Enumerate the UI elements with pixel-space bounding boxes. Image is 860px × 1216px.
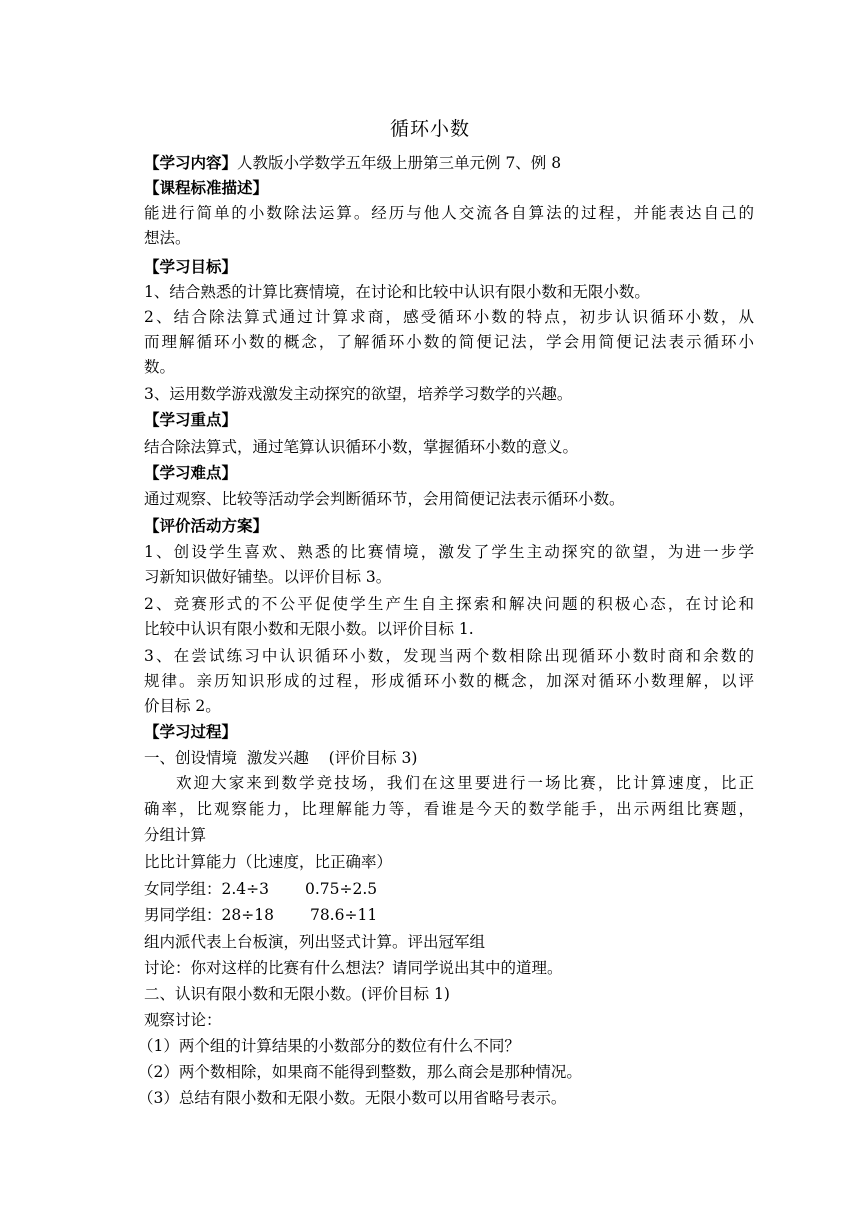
question-1: （1）两个组的计算结果的小数部分的数位有什么不同？ — [138, 1037, 520, 1055]
group-text: 组内派代表上台板演，列出竖式计算。评出冠军组 — [144, 933, 486, 951]
difficulty-text: 通过观察、比较等活动学会判断循环节，会用简便记法表示循环小数。 — [144, 490, 625, 508]
learning-content-text: 人教版小学数学五年级上册第三单元例 7、例 8 — [237, 154, 562, 172]
evaluation-2-line-2: 比较中认识有限小数和无限小数。以评价目标 1. — [144, 620, 474, 638]
curriculum-standard-text-2: 想法。 — [144, 229, 191, 247]
section-2-heading: 二、认识有限小数和无限小数。(评价目标 1) — [144, 985, 450, 1003]
goal-1: 1、结合熟悉的计算比赛情境，在讨论和比较中认识有限小数和无限小数。 — [144, 283, 650, 301]
evaluation-1-line-2: 习新知识做好铺垫。以评价目标 3。 — [144, 568, 392, 586]
goal-2-line-1: 2、结合除法算式通过计算求商，感受循环小数的特点，初步认识循环小数，从 — [144, 308, 754, 326]
intro-line-3: 分组计算 — [144, 826, 207, 844]
curriculum-standard-heading: 【课程标准描述】 — [144, 178, 269, 197]
learning-content-label: 【学习内容】 — [144, 153, 238, 172]
goal-2-line-3: 数。 — [144, 358, 176, 376]
girls-group-line — [144, 878, 754, 900]
boys-question-2: 78.6÷11 — [309, 906, 378, 924]
compare-text: 比比计算能力（比速度，比正确率） — [144, 853, 393, 871]
girls-question-2: 0.75÷2.5 — [305, 880, 378, 898]
evaluation-2-line-1: 2、竞赛形式的不公平促使学生产生自主探索和解决问题的积极心态，在讨论和 — [144, 595, 754, 613]
process-heading: 【学习过程】 — [144, 722, 238, 741]
learning-content-line — [144, 152, 754, 174]
girls-group-label: 女同学组： — [144, 880, 222, 898]
discussion-text: 讨论：你对这样的比赛有什么想法？请同学说出其中的道理。 — [144, 959, 563, 977]
goal-3: 3、运用数学游戏激发主动探究的欲望，培养学习数学的兴趣。 — [144, 385, 573, 403]
key-points-text: 结合除法算式，通过笔算认识循环小数，掌握循环小数的意义。 — [144, 438, 579, 456]
curriculum-standard-text-1: 能进行简单的小数除法运算。经历与他人交流各自算法的过程，并能表达自己的 — [144, 204, 754, 222]
question-3: （3）总结有限小数和无限小数。无限小数可以用省略号表示。 — [138, 1089, 567, 1107]
page-title: 循环小数 — [389, 118, 470, 140]
girls-question-1: 2.4÷3 — [221, 880, 270, 898]
goal-2-line-2: 而理解循环小数的概念，了解循环小数的简便记法，学会用简便记法表示循环小 — [144, 333, 754, 351]
boys-group-label: 男同学组： — [144, 906, 222, 924]
observe-label: 观察讨论： — [144, 1011, 222, 1029]
evaluation-3-line-3: 价目标 2。 — [144, 697, 221, 715]
difficulty-heading: 【学习难点】 — [144, 463, 238, 482]
learning-goals-heading: 【学习目标】 — [144, 257, 238, 276]
evaluation-heading: 【评价活动方案】 — [144, 516, 269, 535]
evaluation-3-line-2: 规律。亲历知识形成的过程，形成循环小数的概念，加深对循环小数理解，以评 — [144, 672, 754, 690]
intro-line-1: 欢迎大家来到数学竞技场，我们在这里要进行一场比赛，比计算速度，比正 — [176, 774, 754, 792]
key-points-heading: 【学习重点】 — [144, 410, 238, 429]
question-2: （2）两个数相除，如果商不能得到整数，那么商会是那种情况。 — [138, 1063, 582, 1081]
evaluation-1-line-1: 1、创设学生喜欢、熟悉的比赛情境，激发了学生主动探究的欲望，为进一步学 — [144, 543, 754, 561]
intro-line-2: 确率，比观察能力，比理解能力等，看谁是今天的数学能手，出示两组比赛题， — [144, 800, 754, 818]
evaluation-3-line-1: 3、在尝试练习中认识循环小数，发现当两个数相除出现循环小数时商和余数的 — [144, 647, 754, 665]
boys-group-line — [144, 904, 754, 926]
section-1-heading: 一、创设情境 激发兴趣 (评价目标 3) — [144, 749, 418, 767]
boys-question-1: 28÷18 — [221, 906, 274, 924]
